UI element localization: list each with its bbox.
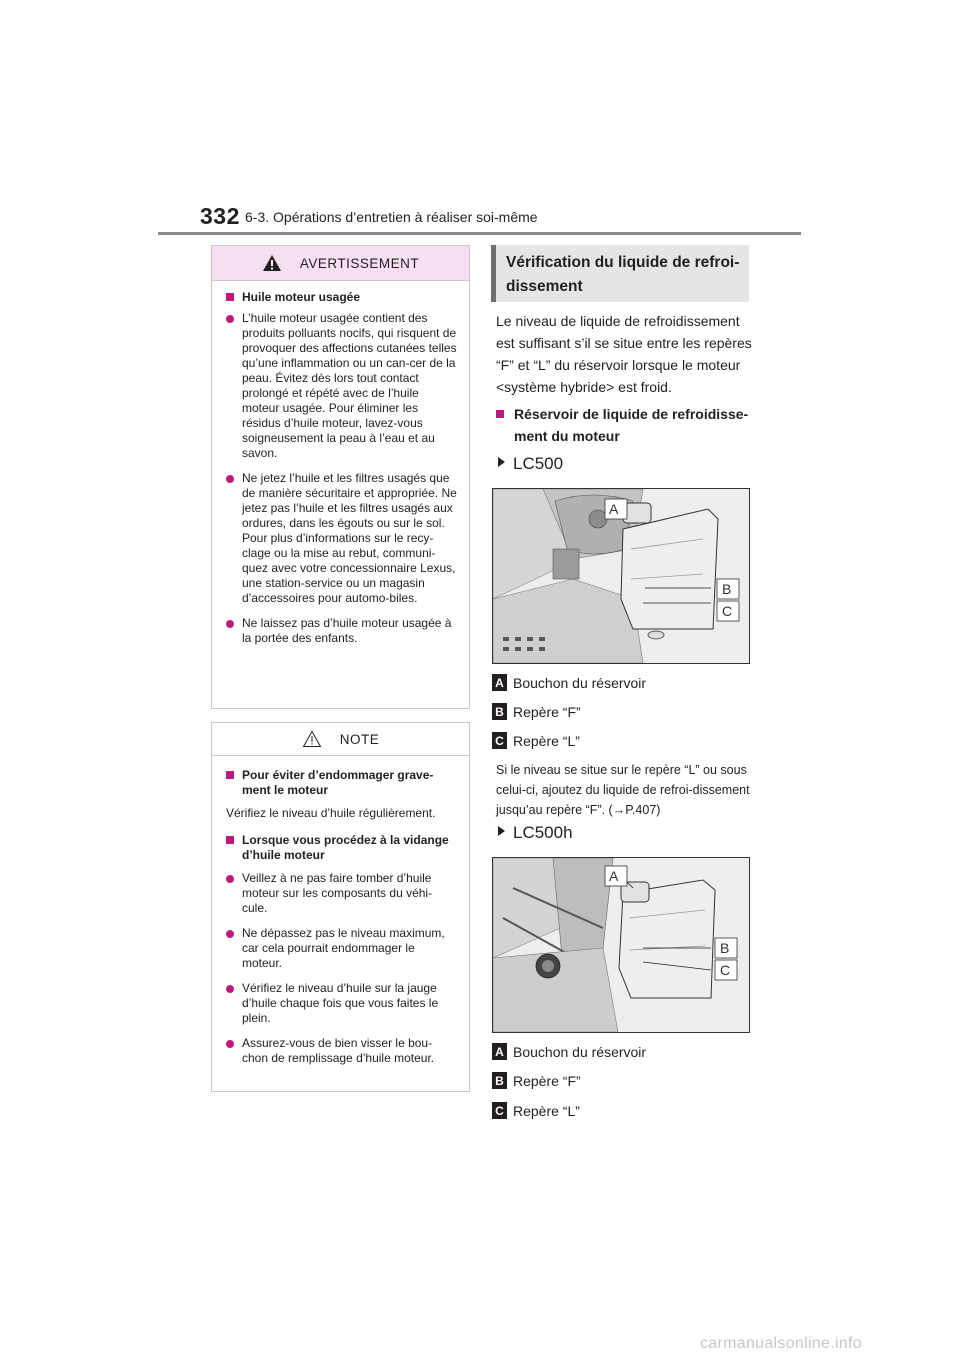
note-box bbox=[211, 722, 470, 1092]
callout-a: A bbox=[609, 501, 619, 517]
callout-b: B bbox=[720, 940, 730, 956]
callout-a: A bbox=[609, 868, 619, 884]
engine-bay-photo-lc500h bbox=[492, 857, 750, 1033]
note-bullet: Veillez à ne pas faire tomber d’huile moteur sur les composants du véhi-cule. bbox=[226, 871, 457, 916]
legend-row bbox=[492, 1102, 580, 1119]
warning-bullet: Ne laissez pas d’huile moteur usagée à la portée des enfants. bbox=[226, 616, 457, 646]
note-bullet: Ne dépassez pas le niveau maximum, car cela pourrait endommager le moteur. bbox=[226, 926, 457, 971]
legend-row bbox=[492, 1043, 646, 1060]
coolant-section-heading: Vérification du liquide de refroi-dissement bbox=[491, 245, 749, 302]
warning-bullet: L’huile moteur usagée contient des produits polluants nocifs, qui risquent de provoquer des affections cutanées telles qu’une inflammation ou un can-cer de la peau. Évitez dès lors tout contact prolongé et répété avec de l’huile moteur usagée. Pour éliminer les résidus d’huile moteur, lavez-vous soigneusement la peau à l’eau et au savon. bbox=[226, 311, 457, 461]
chapter-title: 6-3. Opérations d’entretien à réaliser soi-même bbox=[245, 209, 538, 225]
arrow-right-icon bbox=[498, 457, 505, 467]
arrow-right-icon bbox=[498, 826, 505, 836]
warning-title: AVERTISSEMENT bbox=[299, 255, 420, 271]
legend-row bbox=[492, 732, 580, 749]
legend-row bbox=[492, 1072, 581, 1089]
engine-bay-photo-lc500 bbox=[492, 488, 750, 664]
warning-triangle-icon bbox=[262, 254, 282, 272]
legend-badge: B bbox=[492, 1072, 507, 1089]
model-heading-lc500 bbox=[498, 454, 563, 474]
note-section-title: Lorsque vous procédez à la vidange d’huile moteur bbox=[226, 833, 457, 863]
page-number: 332 bbox=[200, 203, 240, 229]
watermark: carmanualsonline.info bbox=[700, 1335, 862, 1352]
legend-text: Bouchon du réservoir bbox=[513, 1043, 647, 1060]
callout-c: C bbox=[722, 603, 733, 619]
legend-badge: A bbox=[492, 674, 507, 691]
legend-badge: B bbox=[492, 703, 507, 720]
coolant-reservoir-illustration bbox=[493, 489, 749, 663]
coolant-subsection-title bbox=[496, 403, 752, 447]
legend-text: Repère “F” bbox=[513, 703, 581, 720]
legend-row bbox=[492, 674, 646, 691]
legend-text: Bouchon du réservoir bbox=[513, 674, 647, 691]
warning-box bbox=[211, 245, 470, 709]
model-heading-lc500h bbox=[498, 823, 573, 843]
model-label: LC500 bbox=[513, 454, 564, 473]
header-divider bbox=[158, 232, 801, 235]
square-bullet-icon bbox=[496, 410, 504, 418]
warning-header bbox=[212, 246, 469, 281]
note-bullet: Vérifiez le niveau d’huile sur la jauge d’huile chaque fois que vous faites le plein. bbox=[226, 981, 457, 1026]
coolant-intro: Le niveau de liquide de refroidissement est suffisant s’il se situe entre les repères “F” et “L” du réservoir lorsque le moteur <système hybride> est froid. bbox=[496, 313, 752, 395]
legend-text: Repère “L” bbox=[513, 1102, 580, 1119]
note-section-title: Pour éviter d’endommager grave-ment le moteur bbox=[226, 768, 457, 798]
legend-badge: C bbox=[492, 732, 507, 749]
coolant-reservoir-illustration bbox=[493, 858, 749, 1032]
model-label: LC500h bbox=[513, 823, 573, 842]
coolant-subsection-label: Réservoir de liquide de refroidisse-ment du moteur bbox=[514, 406, 749, 444]
caution-outline-icon bbox=[302, 730, 322, 748]
coolant-refill-note: Si le niveau se situe sur le repère “L” ou sous celui-ci, ajoutez du liquide de refroi-dissement jusqu’au repère “F”. (→P.407) bbox=[496, 763, 750, 817]
callout-c: C bbox=[720, 962, 731, 978]
note-bullet: Assurez-vous de bien visser le bou-chon de remplissage d’huile moteur. bbox=[226, 1036, 457, 1066]
legend-row bbox=[492, 703, 581, 720]
warning-section-title: Huile moteur usagée bbox=[226, 290, 457, 305]
legend-text: Repère “L” bbox=[513, 732, 580, 749]
legend-badge: A bbox=[492, 1043, 507, 1060]
legend-text: Repère “F” bbox=[513, 1072, 581, 1089]
legend-badge: C bbox=[492, 1102, 507, 1119]
callout-b: B bbox=[722, 581, 732, 597]
note-text: Vérifiez le niveau d’huile régulièrement. bbox=[226, 806, 436, 820]
note-title: NOTE bbox=[339, 731, 380, 747]
warning-bullet: Ne jetez l’huile et les filtres usagés que de manière sécuritaire et appropriée. Ne jetez pas l’huile et les filtres usagés aux ordures, dans les égouts ou sur le sol. Pour plus d’informations sur le recy-clage ou la mise au rebut, communi-quez avec votre concessionnaire Lexus, une station-service ou un magasin d’accessoires pour automo-biles. bbox=[226, 471, 457, 606]
note-header bbox=[212, 723, 469, 756]
